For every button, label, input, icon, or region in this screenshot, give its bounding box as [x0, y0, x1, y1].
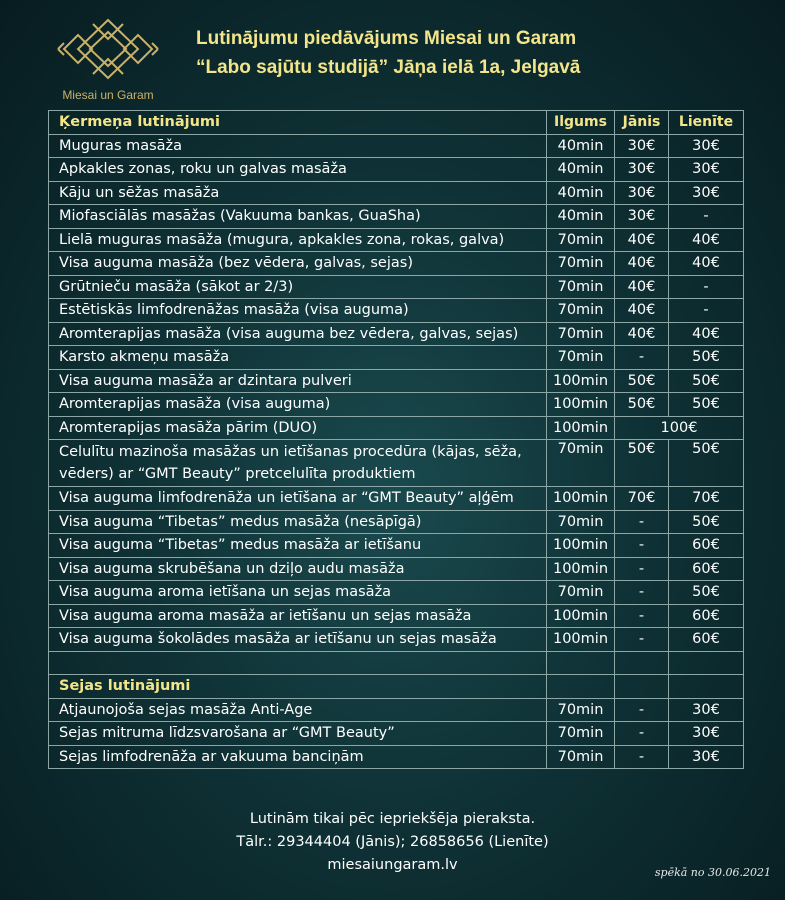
- duration-cell: 100min: [547, 534, 615, 558]
- service-name: Miofasciālās masāžas (Vakuuma bankas, GuaSha): [49, 205, 547, 229]
- lienite-price-cell: 50€: [669, 393, 744, 417]
- col-janis-header: [615, 675, 669, 699]
- lienite-price-cell: 70€: [669, 487, 744, 511]
- table-row: [49, 275, 744, 299]
- table-row: [49, 346, 744, 370]
- janis-price-cell: -: [615, 745, 669, 769]
- duration-cell: 70min: [547, 745, 615, 769]
- knot-emblem-icon: [56, 16, 160, 82]
- table-row: [49, 604, 744, 628]
- janis-price-cell: -: [615, 557, 669, 581]
- lienite-price-cell: 30€: [669, 698, 744, 722]
- janis-price-cell: 40€: [615, 275, 669, 299]
- lienite-price-cell: 50€: [669, 346, 744, 370]
- header-title: Lutinājumu piedāvājums Miesai un Garam: [196, 28, 577, 49]
- duration-cell: 40min: [547, 205, 615, 229]
- table-row: [49, 369, 744, 393]
- logo: [52, 16, 164, 102]
- janis-price-cell: 50€: [615, 369, 669, 393]
- duration-cell: 100min: [547, 487, 615, 511]
- duration-cell: 70min: [547, 228, 615, 252]
- duration-cell: 100min: [547, 628, 615, 652]
- duration-cell: 100min: [547, 557, 615, 581]
- service-name: Lielā muguras masāža (mugura, apkakles zona, rokas, galva): [49, 228, 547, 252]
- lienite-price-cell: 30€: [669, 722, 744, 746]
- table-row: [49, 534, 744, 558]
- duration-cell: 100min: [547, 416, 615, 440]
- section-header-row: [49, 675, 744, 699]
- lienite-price-cell: -: [669, 205, 744, 229]
- lienite-price-cell: 50€: [669, 440, 744, 487]
- janis-price-cell: -: [615, 604, 669, 628]
- duration-cell: 70min: [547, 275, 615, 299]
- service-name: Atjaunojoša sejas masāža Anti-Age: [49, 698, 547, 722]
- janis-price-cell: 40€: [615, 299, 669, 323]
- empty-cell: [615, 651, 669, 675]
- table-row: [49, 252, 744, 276]
- service-name: Grūtnieču masāža (sākot ar 2/3): [49, 275, 547, 299]
- col-janis-header: Jānis: [615, 111, 669, 135]
- price-table-body: [49, 111, 744, 769]
- janis-price-cell: -: [615, 581, 669, 605]
- table-row: [49, 299, 744, 323]
- lienite-price-cell: -: [669, 275, 744, 299]
- service-name: Visa auguma skrubēšana un dziļo audu masāža: [49, 557, 547, 581]
- duration-cell: 70min: [547, 299, 615, 323]
- lienite-price-cell: 50€: [669, 510, 744, 534]
- lienite-price-cell: 50€: [669, 369, 744, 393]
- service-name: Karsto akmeņu masāža: [49, 346, 547, 370]
- empty-cell: [547, 651, 615, 675]
- table-row: [49, 698, 744, 722]
- table-row: [49, 134, 744, 158]
- duration-cell: 40min: [547, 158, 615, 182]
- service-name: Visa auguma aroma masāža ar ietīšanu un sejas masāža: [49, 604, 547, 628]
- section-title: Ķermeņa lutinājumi: [49, 111, 547, 135]
- lienite-price-cell: -: [669, 299, 744, 323]
- duration-cell: 100min: [547, 604, 615, 628]
- duration-cell: 70min: [547, 510, 615, 534]
- empty-cell: [669, 651, 744, 675]
- janis-price-cell: 70€: [615, 487, 669, 511]
- duration-cell: 100min: [547, 369, 615, 393]
- table-row: [49, 628, 744, 652]
- appointment-note: Lutinām tikai pēc iepriekšēja pieraksta.: [249, 811, 536, 827]
- price-table: [48, 110, 744, 769]
- service-name: Visa auguma “Tibetas” medus masāža ar ietīšanu: [49, 534, 547, 558]
- janis-price-cell: -: [615, 628, 669, 652]
- janis-price-cell: 30€: [615, 205, 669, 229]
- lienite-price-cell: 60€: [669, 604, 744, 628]
- col-lienite-header: [669, 675, 744, 699]
- table-row: [49, 416, 744, 440]
- janis-price-cell: -: [615, 698, 669, 722]
- table-row: [49, 393, 744, 417]
- lienite-price-cell: 60€: [669, 534, 744, 558]
- service-name: Visa auguma aroma ietīšana un sejas masāža: [49, 581, 547, 605]
- table-row: [49, 510, 744, 534]
- table-row: [49, 205, 744, 229]
- duo-price-cell: 100€: [615, 416, 744, 440]
- lienite-price-cell: 60€: [669, 557, 744, 581]
- duration-cell: 40min: [547, 134, 615, 158]
- lienite-price-cell: 40€: [669, 252, 744, 276]
- janis-price-cell: 40€: [615, 228, 669, 252]
- table-row: [49, 440, 744, 487]
- janis-price-cell: 50€: [615, 393, 669, 417]
- table-row: [49, 181, 744, 205]
- table-row: [49, 745, 744, 769]
- validity-date: spēkā no 30.06.2021: [654, 866, 771, 879]
- janis-price-cell: 30€: [615, 158, 669, 182]
- service-name: Aromterapijas masāža (visa auguma bez vēdera, galvas, sejas): [49, 322, 547, 346]
- website-link[interactable]: miesaiungaram.lv: [327, 857, 458, 873]
- lienite-price-cell: 40€: [669, 228, 744, 252]
- janis-price-cell: -: [615, 510, 669, 534]
- service-name: Celulītu mazinoša masāžas un ietīšanas procedūra (kājas, sēža, vēders) ar “GMT Beauty” pretcelulīta produktiem: [49, 440, 547, 487]
- janis-price-cell: 30€: [615, 134, 669, 158]
- service-name: Estētiskās limfodrenāžas masāža (visa auguma): [49, 299, 547, 323]
- table-row: [49, 228, 744, 252]
- table-row: [49, 487, 744, 511]
- empty-cell: [49, 651, 547, 675]
- service-name: Apkakles zonas, roku un galvas masāža: [49, 158, 547, 182]
- lienite-price-cell: 50€: [669, 581, 744, 605]
- duration-cell: 40min: [547, 181, 615, 205]
- duration-cell: 70min: [547, 322, 615, 346]
- section-title: Sejas lutinājumi: [49, 675, 547, 699]
- janis-price-cell: -: [615, 534, 669, 558]
- service-name: Visa auguma “Tibetas” medus masāža (nesāpīgā): [49, 510, 547, 534]
- spacer-row: [49, 651, 744, 675]
- service-name: Aromterapijas masāža pārim (DUO): [49, 416, 547, 440]
- service-name: Muguras masāža: [49, 134, 547, 158]
- duration-cell: 70min: [547, 346, 615, 370]
- table-row: [49, 557, 744, 581]
- janis-price-cell: 40€: [615, 252, 669, 276]
- col-duration-header: [547, 675, 615, 699]
- duration-cell: 70min: [547, 698, 615, 722]
- lienite-price-cell: 40€: [669, 322, 744, 346]
- janis-price-cell: 40€: [615, 322, 669, 346]
- janis-price-cell: 30€: [615, 181, 669, 205]
- duration-cell: 70min: [547, 722, 615, 746]
- page-header: [196, 24, 676, 82]
- table-row: [49, 581, 744, 605]
- service-name: Visa auguma šokolādes masāža ar ietīšanu un sejas masāža: [49, 628, 547, 652]
- lienite-price-cell: 30€: [669, 158, 744, 182]
- janis-price-cell: 50€: [615, 440, 669, 487]
- service-name: Visa auguma masāža (bez vēdera, galvas, sejas): [49, 252, 547, 276]
- lienite-price-cell: 60€: [669, 628, 744, 652]
- header-subtitle: “Labo sajūtu studijā” Jāņa ielā 1a, Jelgavā: [196, 57, 581, 78]
- table-row: [49, 322, 744, 346]
- table-row: [49, 158, 744, 182]
- janis-price-cell: -: [615, 346, 669, 370]
- logo-text: Miesai un Garam: [62, 88, 154, 102]
- lienite-price-cell: 30€: [669, 745, 744, 769]
- duration-cell: 100min: [547, 393, 615, 417]
- service-name: Kāju un sēžas masāža: [49, 181, 547, 205]
- service-name: Visa auguma masāža ar dzintara pulveri: [49, 369, 547, 393]
- duration-cell: 70min: [547, 440, 615, 487]
- section-header-row: [49, 111, 744, 135]
- lienite-price-cell: 30€: [669, 181, 744, 205]
- table-row: [49, 722, 744, 746]
- service-name: Aromterapijas masāža (visa auguma): [49, 393, 547, 417]
- col-duration-header: Ilgums: [547, 111, 615, 135]
- service-name: Sejas limfodrenāža ar vakuuma banciņām: [49, 745, 547, 769]
- phone-numbers: Tālr.: 29344404 (Jānis); 26858656 (Lienīte): [236, 834, 549, 850]
- lienite-price-cell: 30€: [669, 134, 744, 158]
- janis-price-cell: -: [615, 722, 669, 746]
- service-name: Sejas mitruma līdzsvarošana ar “GMT Beauty”: [49, 722, 547, 746]
- service-name: Visa auguma limfodrenāža un ietīšana ar “GMT Beauty” aļģēm: [49, 487, 547, 511]
- duration-cell: 70min: [547, 581, 615, 605]
- col-lienite-header: Lienīte: [669, 111, 744, 135]
- duration-cell: 70min: [547, 252, 615, 276]
